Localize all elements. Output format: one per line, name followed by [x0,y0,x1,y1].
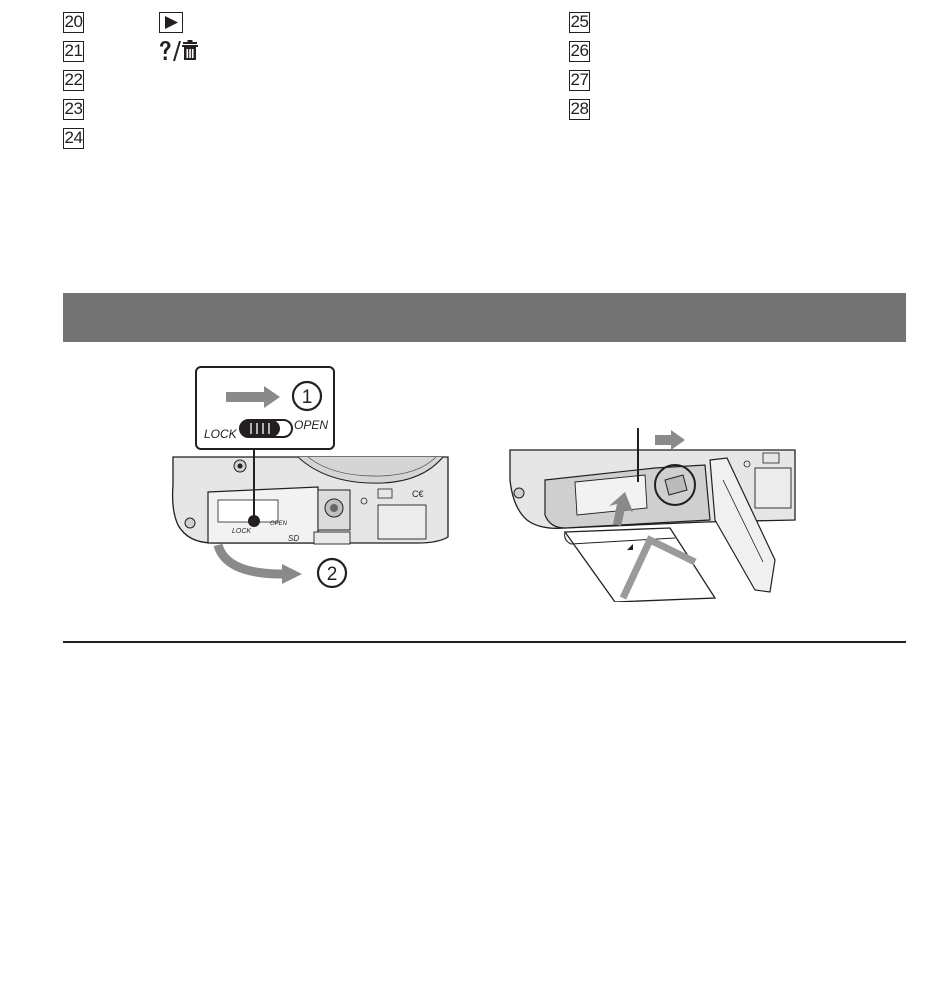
battery-cover-open-illustration [168,365,453,597]
svg-text:C€: C€ [412,489,424,499]
callout-2-number: 2 [326,564,338,585]
section-header-band [63,293,906,342]
item-number-23: 23 [64,99,83,118]
item-number-22: 22 [64,70,83,89]
item-number-20: 20 [64,12,83,31]
callout-1-number: 1 [301,387,313,408]
help-trash-icon [158,40,204,64]
item-number-24: 24 [64,128,83,147]
sd-label: SD [288,534,300,543]
open-label: OPEN [294,418,329,432]
item-number-25: 25 [570,12,589,31]
small-lock-label: LOCK [232,528,252,535]
section-divider [63,641,906,643]
lock-label: LOCK [204,427,237,441]
item-number-26: 26 [570,41,589,60]
item-number-21: 21 [64,41,83,60]
item-number-27: 27 [570,70,589,89]
battery-insert-illustration [505,420,800,602]
item-number-28: 28 [570,99,589,118]
play-triangle-icon [159,12,183,33]
small-open-label: OPEN [270,521,288,527]
